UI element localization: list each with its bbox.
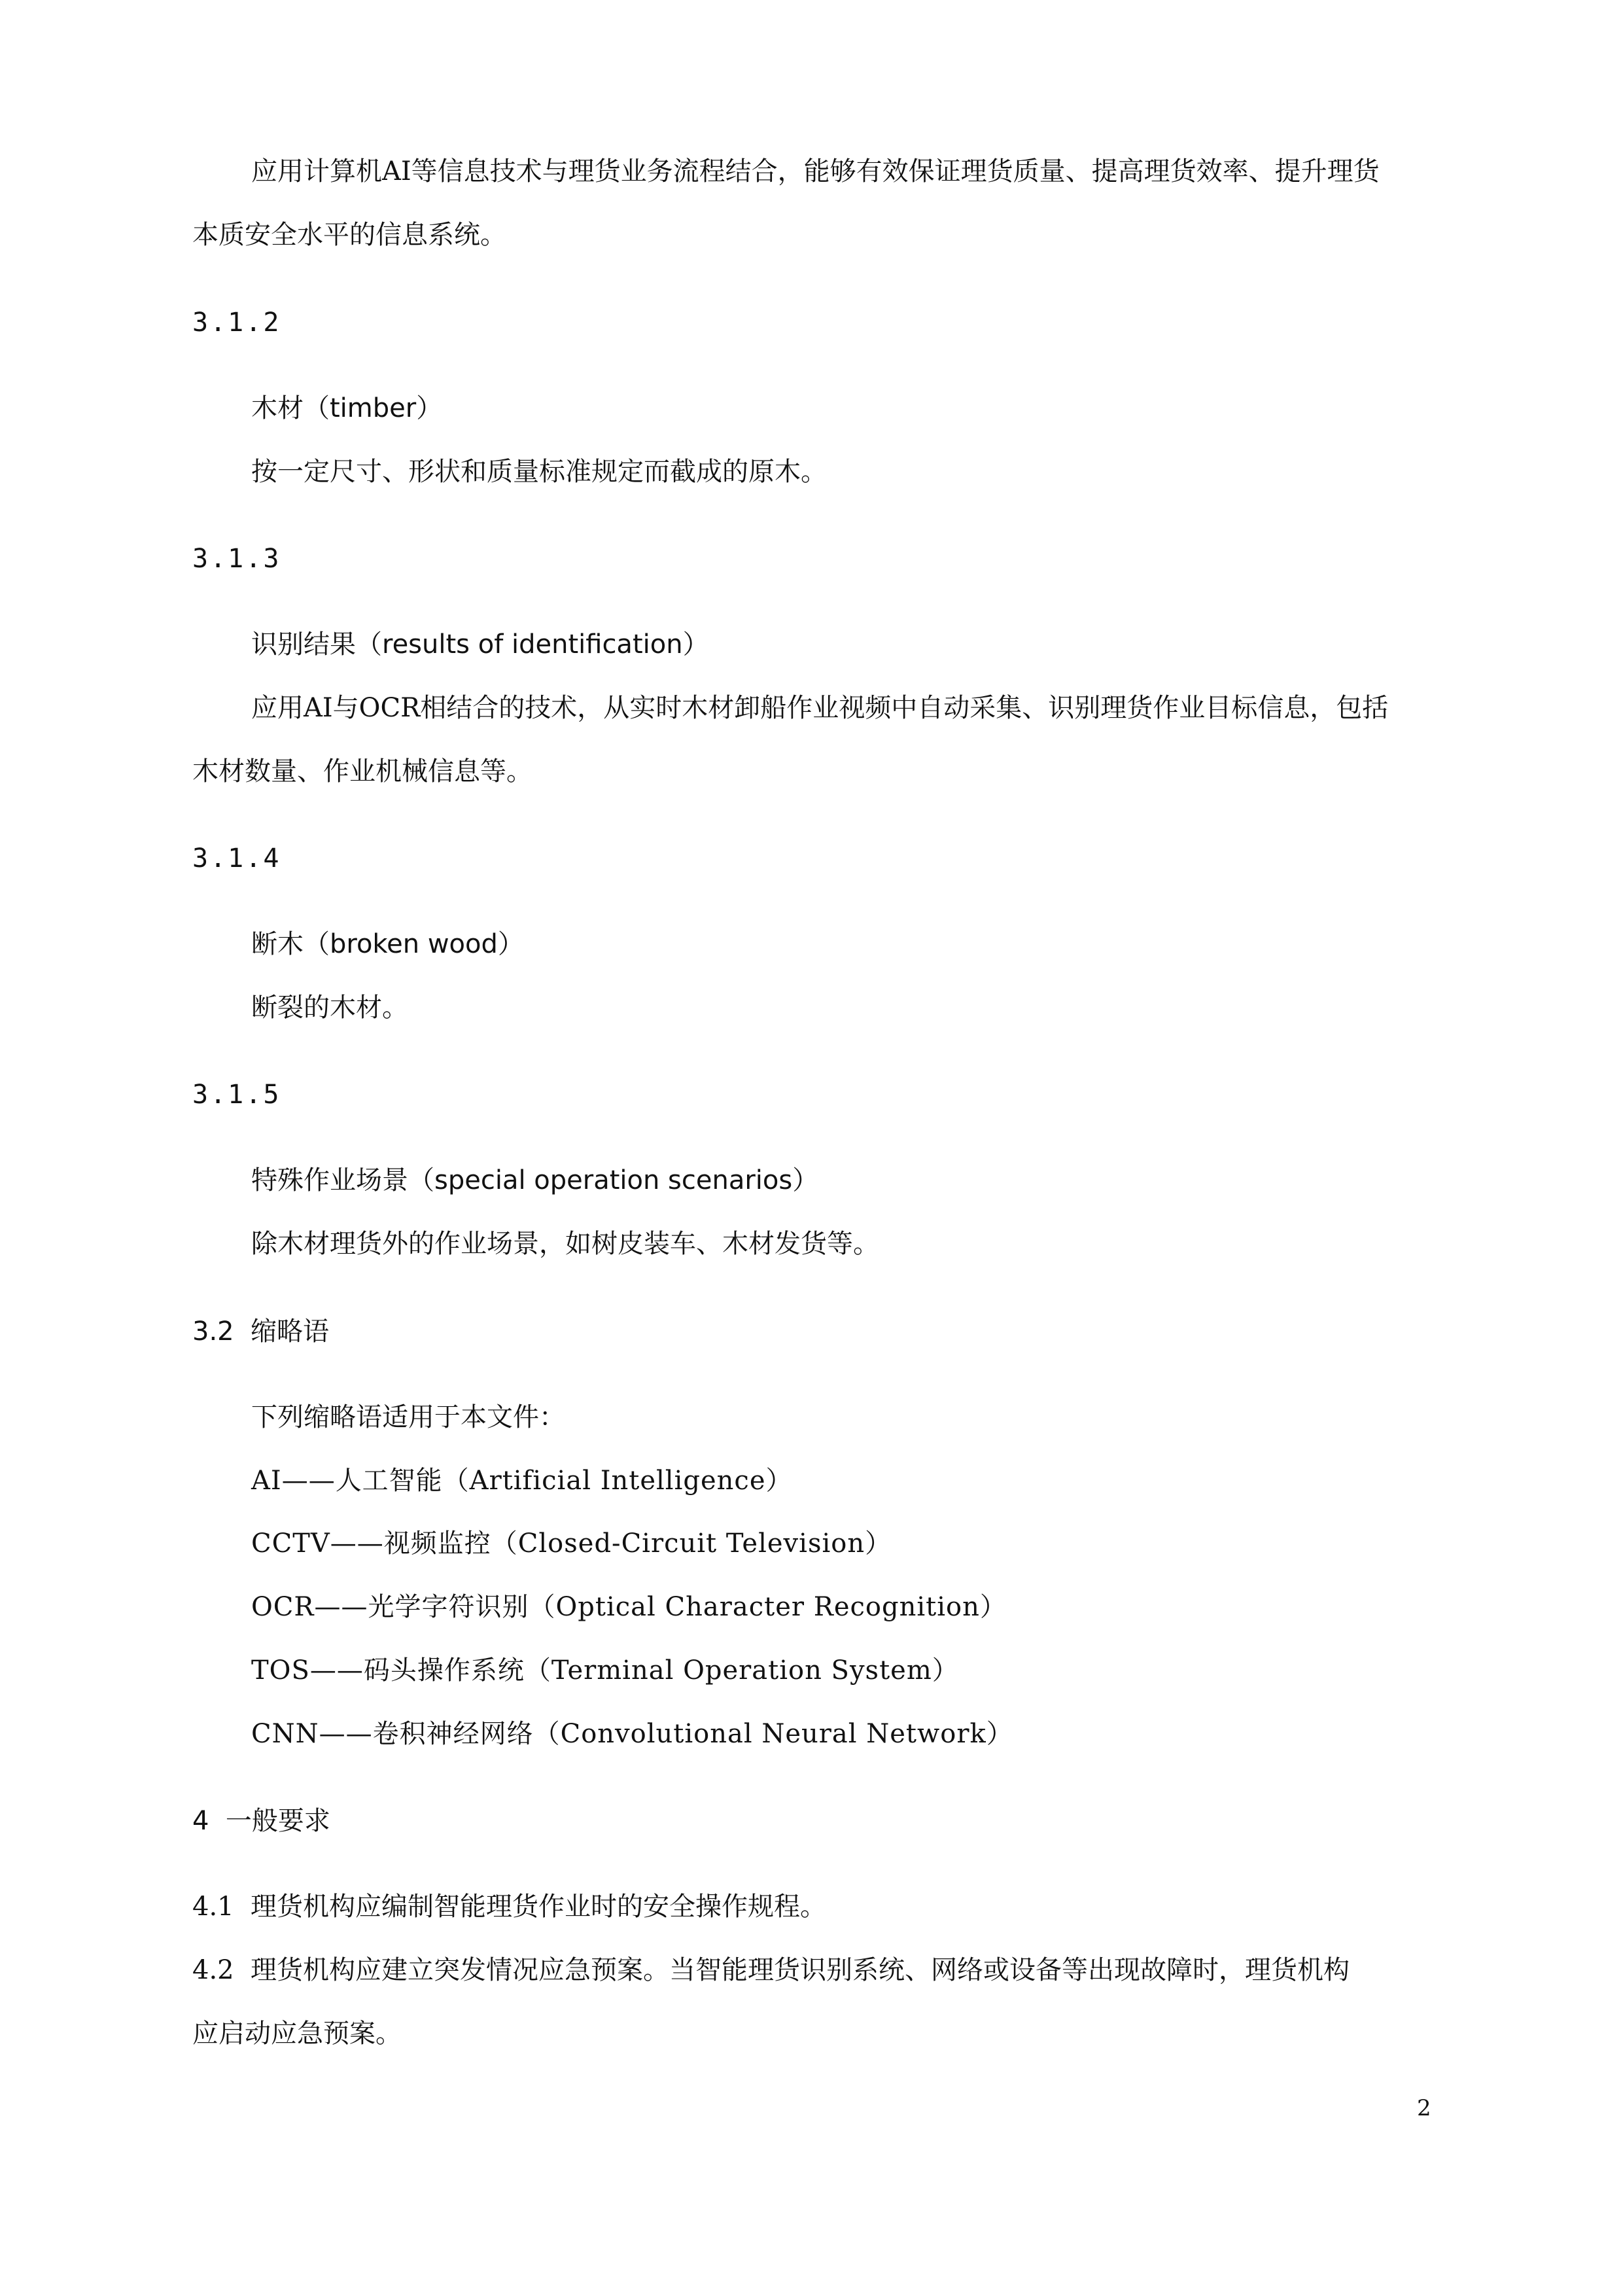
term-timber: 木材（timber） xyxy=(251,393,443,423)
abbreviation-ocr: OCR——光学字符识别（Optical Character Recognition） xyxy=(251,1592,1007,1622)
definition-results-line-1: 应用AI与OCR相结合的技术，从实时木材卸船作业视频中自动采集、识别理货作业目标信息，包括 xyxy=(251,693,1389,723)
section-heading-4: 4 一般要求 xyxy=(192,1806,330,1836)
term-broken-wood: 断木（broken wood） xyxy=(251,929,524,959)
clause-4-2-line-1: 4.2 理货机构应建立突发情况应急预案。当智能理货识别系统、网络或设备等出现故障时，理货机构 xyxy=(192,1955,1350,1985)
definition-broken-wood: 断裂的木材。 xyxy=(251,993,408,1023)
clause-number-3-1-2: 3.1.2 xyxy=(192,308,281,338)
term-special-operation-scenarios: 特殊作业场景（special operation scenarios） xyxy=(251,1165,819,1195)
abbreviation-ai: AI——人工智能（Artificial Intelligence） xyxy=(251,1466,793,1496)
page-number: 2 xyxy=(1417,2095,1431,2121)
clause-number-3-1-5: 3.1.5 xyxy=(192,1080,281,1110)
clause-number-3-1-3: 3.1.3 xyxy=(192,544,281,574)
clause-number-3-1-4: 3.1.4 xyxy=(192,843,281,874)
abbreviations-intro: 下列缩略语适用于本文件： xyxy=(251,1402,565,1432)
intro-paragraph-line-1: 应用计算机AI等信息技术与理货业务流程结合，能够有效保证理货质量、提高理货效率、提升理货 xyxy=(251,156,1380,186)
definition-special-operation-scenarios: 除木材理货外的作业场景，如树皮装车、木材发货等。 xyxy=(251,1229,879,1259)
definition-timber: 按一定尺寸、形状和质量标准规定而截成的原木。 xyxy=(251,457,827,487)
intro-paragraph-line-2: 本质安全水平的信息系统。 xyxy=(192,220,506,250)
abbreviation-tos: TOS——码头操作系统（Terminal Operation System） xyxy=(251,1655,959,1686)
abbreviation-cnn: CNN——卷积神经网络（Convolutional Neural Network） xyxy=(251,1719,1013,1749)
clause-4-2-line-2: 应启动应急预案。 xyxy=(192,2019,402,2049)
term-results-of-identification: 识别结果（results of identification） xyxy=(251,629,709,660)
abbreviation-cctv: CCTV——视频监控（Closed-Circuit Television） xyxy=(251,1528,892,1559)
definition-results-line-2: 木材数量、作业机械信息等。 xyxy=(192,756,532,786)
clause-4-1: 4.1 理货机构应编制智能理货作业时的安全操作规程。 xyxy=(192,1892,827,1922)
section-heading-3-2: 3.2 缩略语 xyxy=(192,1316,330,1347)
